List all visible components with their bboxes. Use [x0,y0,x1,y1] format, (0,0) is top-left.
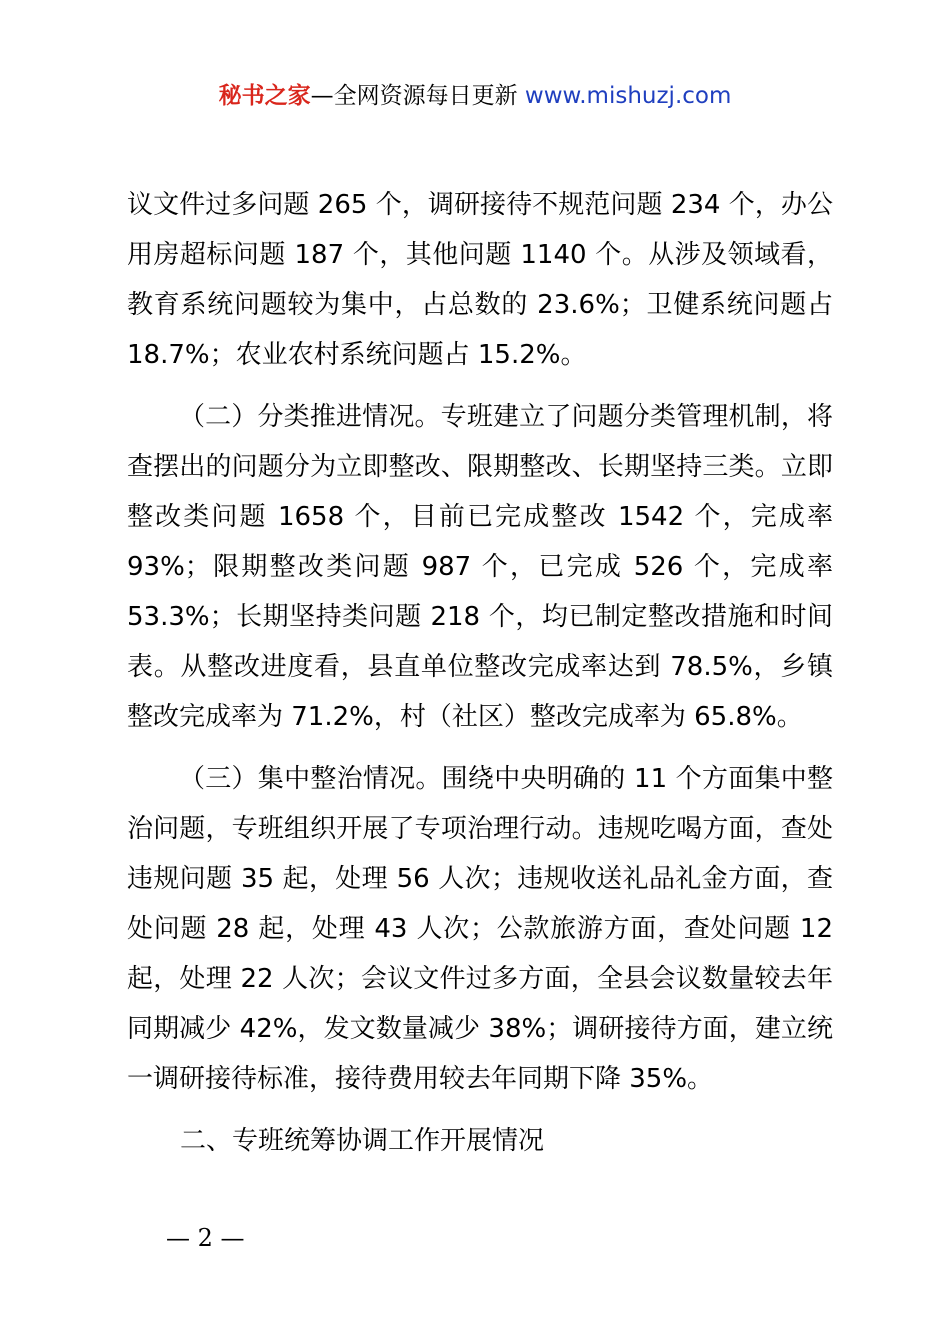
document-body [127,180,833,1116]
paragraph-centralized-rectification: （三）集中整治情况。围绕中央明确的 11 个方面集中整治问题，专班组织开展了专项治理行动。违规吃喝方面，查处违规问题 35 起，处理 56 人次；违规收送礼品礼金方面，查处问题 28 起，处理 43 人次；公款旅游方面，查处问题 12 起，处理 22 人次；会议文件过多方面，全县会议数量较去年同期减少 42%，发文数量减少 38%；调研接待方面，建立统一调研接待标准，接待费用较去年同期下降 35%。 [127,764,833,1094]
page-number: — 2 — [166,1224,245,1252]
section-heading: 二、专班统筹协调工作开展情况 [180,1126,545,1156]
header-brand: 秘书之家 [218,83,311,109]
header-url-link[interactable]: www.mishuzj.com [524,83,732,109]
paragraph-continuation: 议文件过多问题 265 个，调研接待不规范问题 234 个，办公用房超标问题 187 个，其他问题 1140 个。从涉及领域看，教育系统问题较为集中，占总数的 23.6%；卫健系统问题占 18.7%；农业农村系统问题占 15.2%。 [127,190,833,370]
page-header [0,78,950,114]
paragraph-classification-progress: （二）分类推进情况。专班建立了问题分类管理机制，将查摆出的问题分为立即整改、限期整改、长期坚持三类。立即整改类问题 1658 个，目前已完成整改 1542 个，完成率 93%；限期整改类问题 987 个，已完成 526 个，完成率 53.3%；长期坚持类问题 218 个，均已制定整改措施和时间表。从整改进度看，县直单位整改完成率达到 78.5%，乡镇整改完成率为 71.2%，村（社区）整改完成率为 65.8%。 [127,402,833,732]
header-tagline: —全网资源每日更新 [310,83,525,109]
